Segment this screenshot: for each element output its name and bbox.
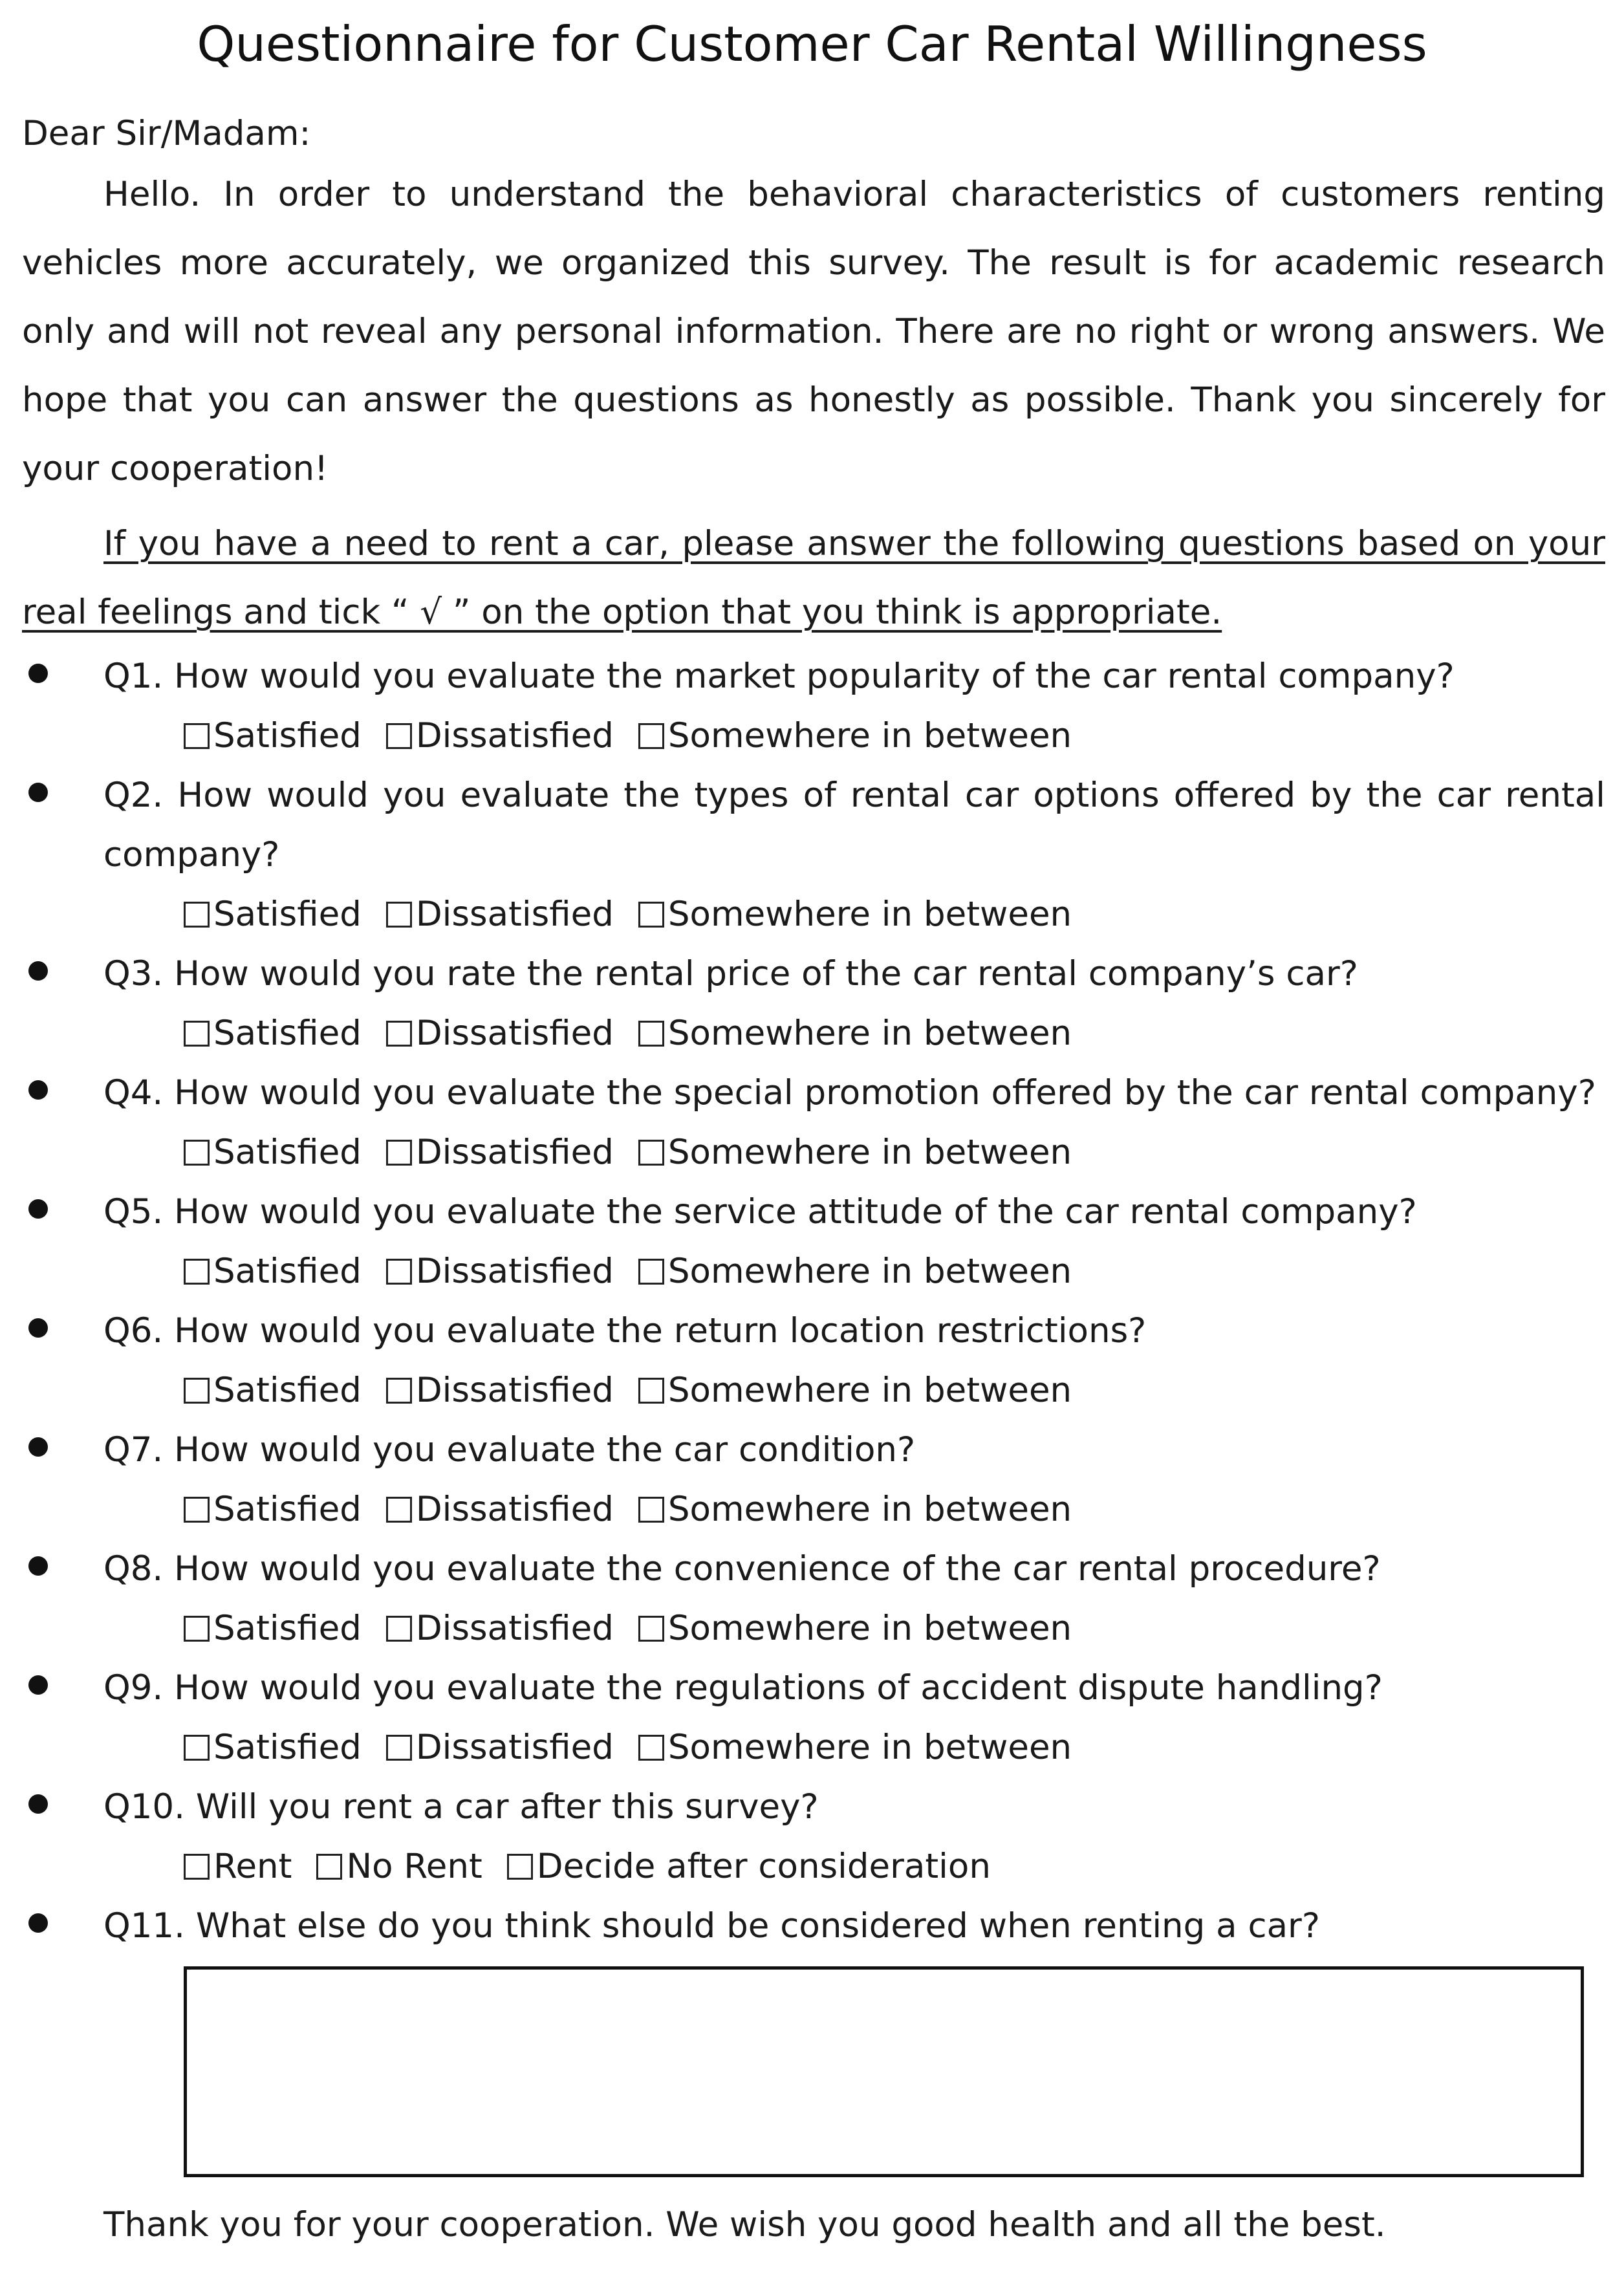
option-label: Satisfied	[213, 1490, 362, 1529]
option-label: Satisfied	[213, 716, 362, 755]
bullet-icon	[28, 664, 48, 683]
checkbox-icon[interactable]	[386, 1021, 412, 1047]
option-choice[interactable]	[184, 1718, 362, 1777]
question-text: Q3. How would you rate the rental price of the car rental company’s car?	[103, 954, 1358, 994]
question-text: Q8. How would you evaluate the convenience of the car rental procedure?	[103, 1549, 1381, 1589]
instruction-paragraph	[22, 510, 1605, 647]
option-label: Somewhere in between	[667, 716, 1072, 755]
option-choice[interactable]	[184, 1004, 362, 1063]
option-label: Decide after consideration	[536, 1847, 991, 1886]
question-item	[0, 1420, 1605, 1539]
option-label: Satisfied	[213, 1728, 362, 1767]
checkbox-icon[interactable]	[184, 1140, 210, 1166]
option-choice[interactable]	[184, 1837, 292, 1896]
option-label: Dissatisfied	[415, 1014, 614, 1053]
page-title: Questionnaire for Customer Car Rental Willingness	[197, 16, 1427, 72]
option-label: Dissatisfied	[415, 1371, 614, 1410]
option-choice[interactable]	[638, 1361, 1072, 1420]
question-text: Q9. How would you evaluate the regulations of accident dispute handling?	[103, 1668, 1383, 1708]
option-choice[interactable]	[638, 706, 1072, 766]
checkbox-icon[interactable]	[184, 1735, 210, 1761]
option-choice[interactable]	[386, 1361, 614, 1420]
question-item	[0, 944, 1605, 1063]
option-choice[interactable]	[184, 1599, 362, 1658]
question-text: Q10. Will you rent a car after this survey?	[103, 1787, 819, 1827]
intro-paragraph: Hello. In order to understand the behavioral characteristics of customers renting vehicles more accurately, we organized this survey. The result is for academic research only and will not reveal any personal information. There are no right or wrong answers. We hope that you can answer the questions as honestly as possible. Thank you sincerely for your cooperation!	[22, 175, 1605, 488]
option-group	[103, 706, 1605, 766]
instruction-text: If you have a need to rent a car, please answer the following questions based on your real feelings and tick “ √ ” on the option that you think is appropriate.	[22, 524, 1605, 632]
checkbox-icon[interactable]	[184, 1497, 210, 1523]
option-label: Dissatisfied	[415, 1609, 614, 1648]
checkbox-icon[interactable]	[184, 902, 210, 928]
option-label: Satisfied	[213, 1371, 362, 1410]
checkbox-icon[interactable]	[316, 1854, 342, 1880]
salutation: Dear Sir/Madam:	[22, 114, 311, 153]
option-label: Satisfied	[213, 1133, 362, 1172]
option-choice[interactable]	[638, 885, 1072, 944]
option-group	[103, 1123, 1605, 1182]
question-item	[0, 1658, 1605, 1777]
option-choice[interactable]	[386, 1004, 614, 1063]
option-label: Dissatisfied	[415, 1133, 614, 1172]
checkbox-icon[interactable]	[386, 723, 412, 749]
question-item	[0, 1777, 1605, 1896]
question-list	[0, 647, 1624, 2177]
option-choice[interactable]	[638, 1004, 1072, 1063]
option-label: Somewhere in between	[667, 1490, 1072, 1529]
question-text: Q4. How would you evaluate the special promotion offered by the car rental company?	[103, 1073, 1596, 1113]
checkbox-icon[interactable]	[184, 1378, 210, 1404]
checkbox-icon[interactable]	[386, 1497, 412, 1523]
checkbox-icon[interactable]	[638, 1021, 664, 1047]
checkbox-icon[interactable]	[507, 1854, 533, 1880]
checkbox-icon[interactable]	[638, 1616, 664, 1642]
question-text: Q11. What else do you think should be considered when renting a car?	[103, 1906, 1320, 1946]
option-choice[interactable]	[386, 1123, 614, 1182]
question-text: Q7. How would you evaluate the car condition?	[103, 1430, 916, 1470]
option-choice[interactable]	[507, 1837, 991, 1896]
checkbox-icon[interactable]	[386, 1735, 412, 1761]
option-choice[interactable]	[386, 1480, 614, 1539]
question-text: Q2. How would you evaluate the types of rental car options offered by the car rental company?	[103, 776, 1605, 875]
checkbox-icon[interactable]	[386, 1378, 412, 1404]
option-choice[interactable]	[638, 1123, 1072, 1182]
option-choice[interactable]	[386, 1599, 614, 1658]
option-label: Somewhere in between	[667, 1371, 1072, 1410]
checkbox-icon[interactable]	[386, 902, 412, 928]
option-group	[103, 1004, 1605, 1063]
option-label: No Rent	[346, 1847, 482, 1886]
bullet-icon	[28, 1437, 48, 1457]
question-item	[0, 1182, 1605, 1301]
question-item	[0, 1063, 1605, 1182]
option-label: Dissatisfied	[415, 1252, 614, 1291]
bullet-icon	[28, 961, 48, 981]
option-label: Somewhere in between	[667, 1133, 1072, 1172]
option-label: Rent	[213, 1847, 292, 1886]
option-choice[interactable]	[184, 1242, 362, 1301]
question-item	[0, 766, 1605, 944]
checkbox-icon[interactable]	[386, 1616, 412, 1642]
option-group	[103, 1599, 1605, 1658]
option-label: Somewhere in between	[667, 895, 1072, 934]
option-group	[103, 1242, 1605, 1301]
bullet-icon	[28, 1556, 48, 1576]
option-choice[interactable]	[184, 1361, 362, 1420]
checkbox-icon[interactable]	[386, 1259, 412, 1285]
option-group	[103, 885, 1605, 944]
checkbox-icon[interactable]	[638, 1378, 664, 1404]
option-choice[interactable]	[386, 1718, 614, 1777]
option-label: Dissatisfied	[415, 1490, 614, 1529]
option-group	[103, 1480, 1605, 1539]
question-text: Q5. How would you evaluate the service attitude of the car rental company?	[103, 1192, 1417, 1232]
bullet-icon	[28, 1080, 48, 1100]
option-label: Satisfied	[213, 1014, 362, 1053]
option-choice[interactable]	[184, 1123, 362, 1182]
option-choice[interactable]	[638, 1718, 1072, 1777]
checkbox-icon[interactable]	[638, 1259, 664, 1285]
bullet-icon	[28, 1675, 48, 1695]
option-choice[interactable]	[316, 1837, 482, 1896]
option-group	[103, 1361, 1605, 1420]
option-label: Satisfied	[213, 895, 362, 934]
checkbox-icon[interactable]	[638, 902, 664, 928]
option-choice[interactable]	[386, 706, 614, 766]
bullet-icon	[28, 1199, 48, 1219]
option-choice[interactable]	[386, 1242, 614, 1301]
answer-textbox[interactable]	[184, 1966, 1584, 2177]
option-choice[interactable]	[638, 1599, 1072, 1658]
bullet-icon	[28, 1913, 48, 1933]
bullet-icon	[28, 1794, 48, 1814]
checkbox-icon[interactable]	[638, 723, 664, 749]
option-choice[interactable]	[386, 885, 614, 944]
checkbox-icon[interactable]	[184, 1021, 210, 1047]
question-item	[0, 1539, 1605, 1658]
option-label: Somewhere in between	[667, 1014, 1072, 1053]
question-item	[0, 1896, 1605, 2177]
checkbox-icon[interactable]	[386, 1140, 412, 1166]
option-choice[interactable]	[184, 1480, 362, 1539]
option-choice[interactable]	[638, 1480, 1072, 1539]
closing-text: Thank you for your cooperation. We wish you good health and all the best.	[103, 2205, 1386, 2244]
question-item	[0, 1301, 1605, 1420]
option-group	[103, 1837, 1605, 1896]
option-label: Satisfied	[213, 1609, 362, 1648]
checkbox-icon[interactable]	[184, 723, 210, 749]
option-label: Dissatisfied	[415, 895, 614, 934]
checkbox-icon[interactable]	[184, 1616, 210, 1642]
checkbox-icon[interactable]	[638, 1497, 664, 1523]
option-choice[interactable]	[184, 706, 362, 766]
checkbox-icon[interactable]	[638, 1140, 664, 1166]
question-text: Q1. How would you evaluate the market popularity of the car rental company?	[103, 657, 1455, 696]
bullet-icon	[28, 1318, 48, 1338]
option-choice[interactable]	[184, 885, 362, 944]
option-label: Dissatisfied	[415, 716, 614, 755]
option-label: Somewhere in between	[667, 1728, 1072, 1767]
question-text: Q6. How would you evaluate the return location restrictions?	[103, 1311, 1147, 1351]
checkbox-icon[interactable]	[184, 1259, 210, 1285]
checkbox-icon[interactable]	[184, 1854, 210, 1880]
question-item	[0, 647, 1605, 766]
option-label: Satisfied	[213, 1252, 362, 1291]
option-group	[103, 1718, 1605, 1777]
option-label: Somewhere in between	[667, 1609, 1072, 1648]
option-label: Dissatisfied	[415, 1728, 614, 1767]
option-label: Somewhere in between	[667, 1252, 1072, 1291]
checkbox-icon[interactable]	[638, 1735, 664, 1761]
bullet-icon	[28, 783, 48, 802]
option-choice[interactable]	[638, 1242, 1072, 1301]
